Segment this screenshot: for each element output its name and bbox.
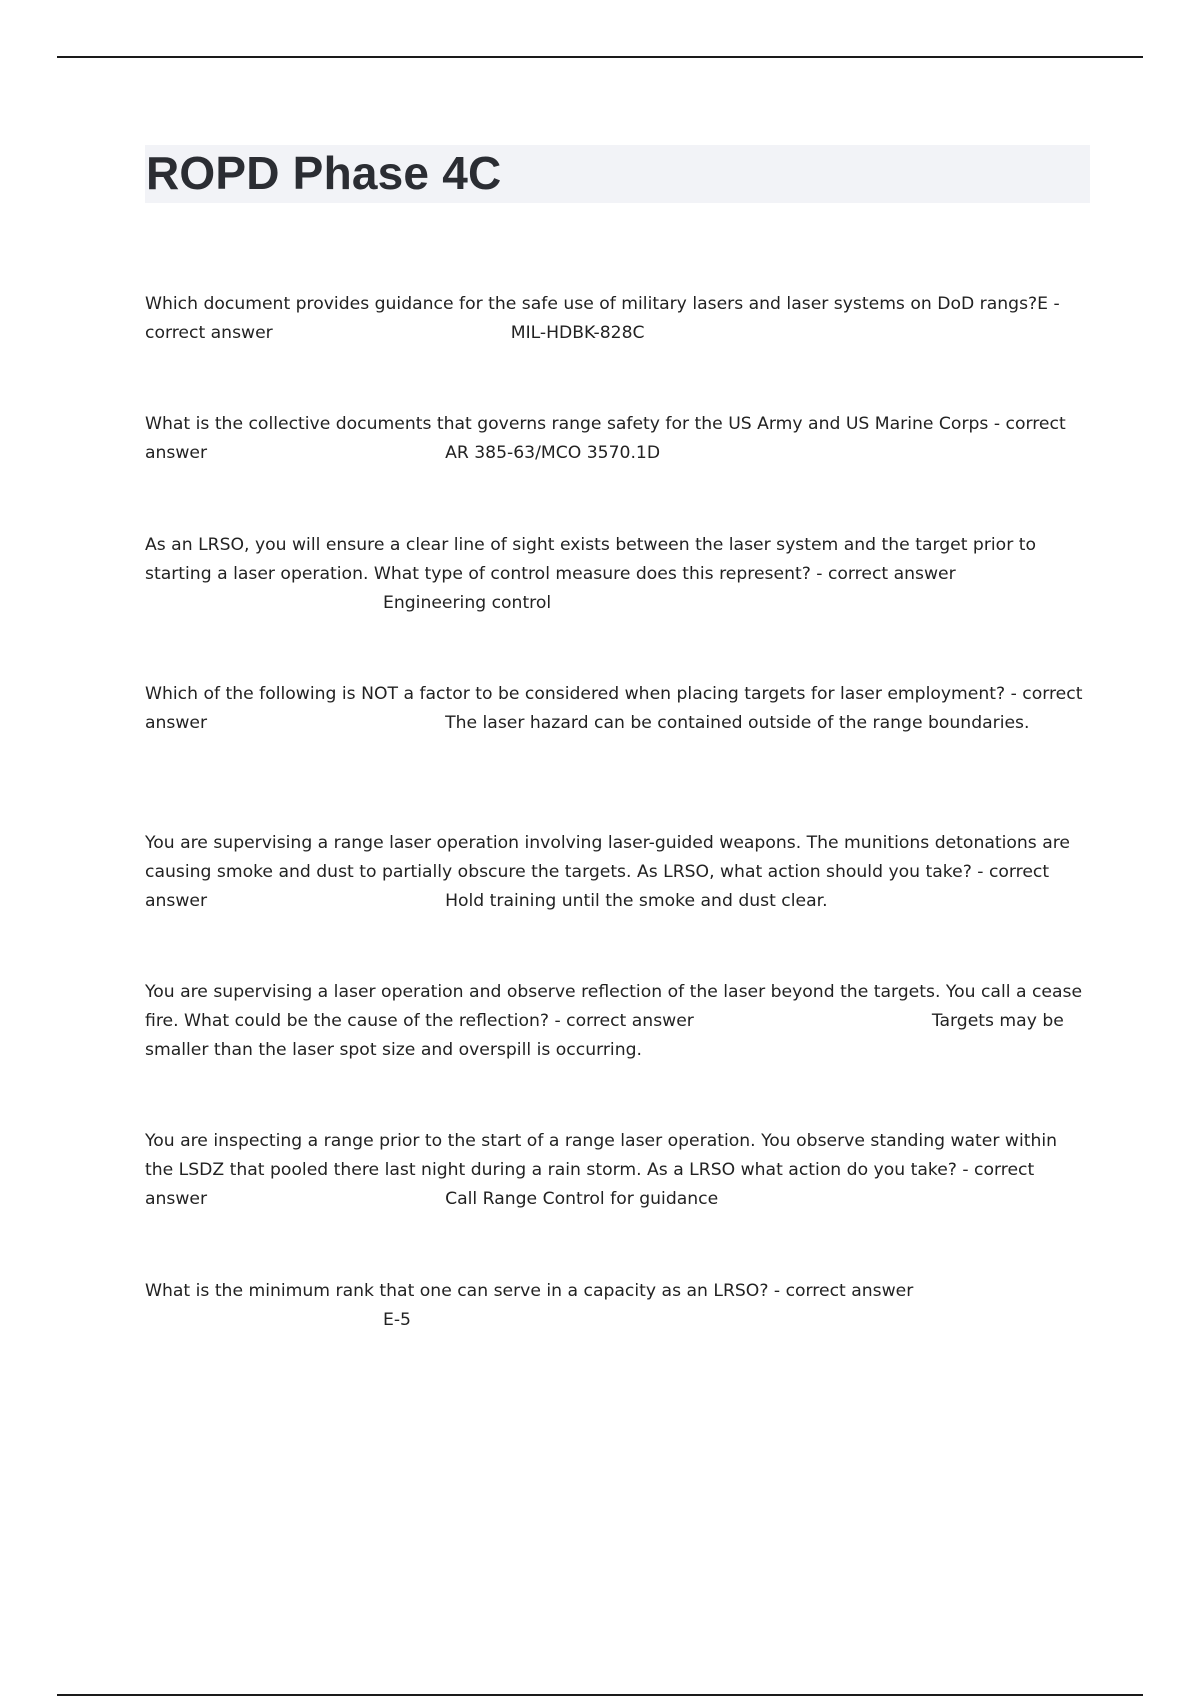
qa-item-1: [145, 290, 1085, 348]
page-title: ROPD Phase 4C: [146, 147, 502, 199]
answer-text: MIL-HDBK-828C: [510, 323, 645, 343]
qa-item-2: [145, 410, 1085, 468]
answer-text: Hold training until the smoke and dust clear.: [445, 891, 828, 911]
footer-rule: [57, 1694, 1143, 1696]
question-text: Which of the following is NOT a factor to be considered when placing targets for laser employment? - correct answer: [145, 684, 1083, 733]
answer-text: The laser hazard can be contained outside of the range boundaries.: [445, 713, 1030, 733]
question-text: Which document provides guidance for the safe use of military lasers and laser systems on DoD rangs?E - correct answer: [145, 294, 1060, 343]
question-text: What is the minimum rank that one can serve in a capacity as an LRSO? - correct answer: [145, 1281, 914, 1301]
answer-text: E-5: [383, 1310, 411, 1330]
question-text: You are inspecting a range prior to the start of a range laser operation. You observe standing water within the LSDZ that pooled there last night during a rain storm. As a LRSO what action do you take? - correct answer: [145, 1131, 1058, 1209]
qa-item-3: [145, 531, 1085, 618]
qa-item-8: [145, 1277, 1085, 1335]
qa-item-5: [145, 829, 1085, 916]
question-text: You are supervising a laser operation and observe reflection of the laser beyond the targets. You call a cease fire. What could be the cause of the reflection? - correct answer: [145, 982, 1083, 1031]
qa-item-4: [145, 680, 1085, 738]
qa-item-6: [145, 978, 1085, 1065]
answer-text: AR 385-63/MCO 3570.1D: [445, 443, 661, 463]
qa-item-7: [145, 1127, 1085, 1214]
answer-text: Targets may be smaller than the laser spot size and overspill is occurring.: [145, 1011, 1064, 1060]
header-rule: [57, 56, 1143, 58]
answer-text: Engineering control: [383, 593, 552, 613]
question-text: What is the collective documents that governs range safety for the US Army and US Marine Corps - correct answer: [145, 414, 1066, 463]
answer-text: Call Range Control for guidance: [445, 1189, 719, 1209]
question-text: As an LRSO, you will ensure a clear line of sight exists between the laser system and the target prior to starting a laser operation. What type of control measure does this represent? - correct answer: [145, 535, 1036, 584]
question-text: You are supervising a range laser operation involving laser-guided weapons. The munitions detonations are causing smoke and dust to partially obscure the targets. As LRSO, what action should you take? - correct answer: [145, 833, 1071, 911]
